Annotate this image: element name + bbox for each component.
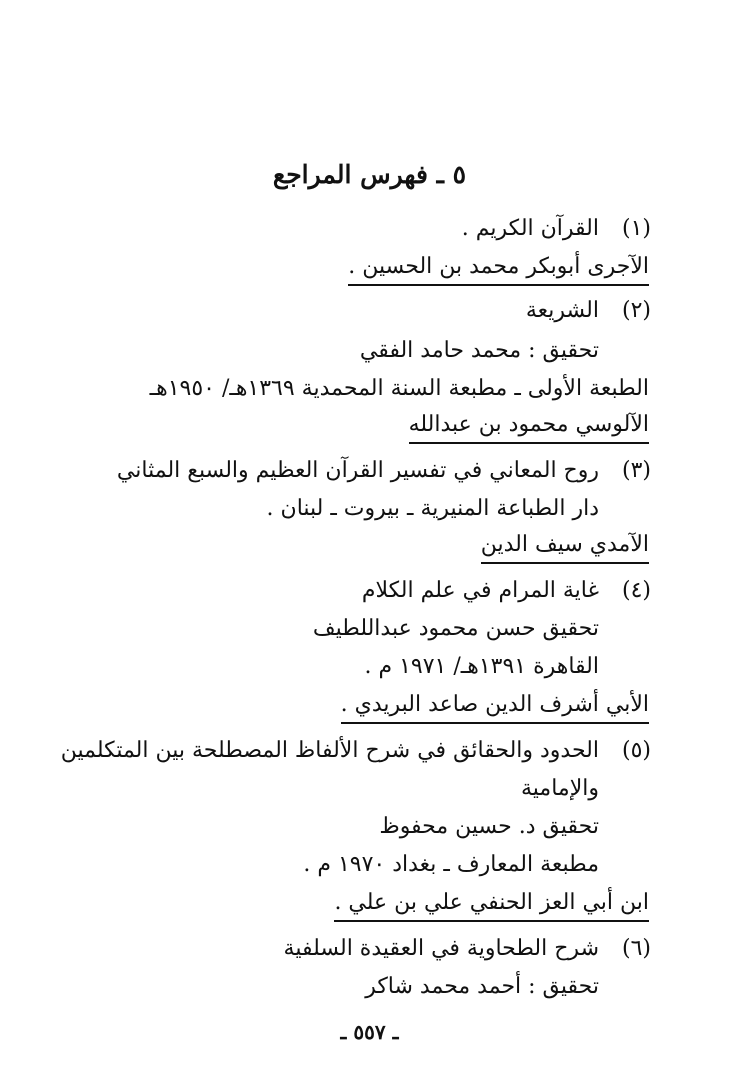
entry-number: (٢)	[621, 298, 651, 323]
entry-detail: مطبعة المعارف ـ بغداد ١٩٧٠ م .	[303, 852, 599, 877]
entry-title: روح المعاني في تفسير القرآن العظيم والسبع المثاني	[116, 458, 599, 483]
entry-detail: القاهرة ١٣٩١هـ/ ١٩٧١ م .	[364, 654, 599, 679]
entry-detail: تحقيق د. حسين محفوظ	[379, 814, 599, 839]
page-number: ـ ٥٥٧ ـ	[340, 1020, 399, 1044]
page-title: ٥ ـ فهرس المراجع	[272, 160, 467, 189]
entry-title: الحدود والحقائق في شرح الألفاظ المصطلحة بين المتكلمين	[60, 738, 599, 763]
entry-author: الآجرى أبوبكر محمد بن الحسين .	[348, 252, 649, 286]
entry-number: (٦)	[621, 936, 651, 961]
entry-author: الآمدي سيف الدين	[481, 530, 649, 564]
entry-detail: تحقيق : أحمد محمد شاكر	[365, 974, 599, 999]
entry-detail: تحقيق حسن محمود عبداللطيف	[312, 616, 599, 641]
entry-title-continued: والإمامية	[521, 776, 599, 801]
entry-title: الشريعة	[525, 298, 599, 323]
entry-number: (٣)	[621, 458, 651, 483]
entry-number: (٤)	[621, 578, 651, 603]
entry-detail: دار الطباعة المنيرية ـ بيروت ـ لبنان .	[266, 496, 599, 521]
entry-author: الأبي أشرف الدين صاعد البريدي .	[341, 690, 649, 724]
entry-detail: الطبعة الأولى ـ مطبعة السنة المحمدية ١٣٦٩هـ/ ١٩٥٠هـ	[149, 376, 649, 401]
entry-title: القرآن الكريم .	[461, 216, 599, 241]
entry-detail: تحقيق : محمد حامد الفقي	[359, 338, 599, 363]
entry-title: غاية المرام في علم الكلام	[361, 578, 599, 603]
entry-title: شرح الطحاوية في العقيدة السلفية	[283, 936, 599, 961]
entry-number: (٥)	[621, 738, 651, 763]
entry-number: (١)	[621, 216, 651, 241]
entry-author: الآلوسي محمود بن عبدالله	[409, 410, 649, 444]
entry-author: ابن أبي العز الحنفي علي بن علي .	[334, 888, 649, 922]
